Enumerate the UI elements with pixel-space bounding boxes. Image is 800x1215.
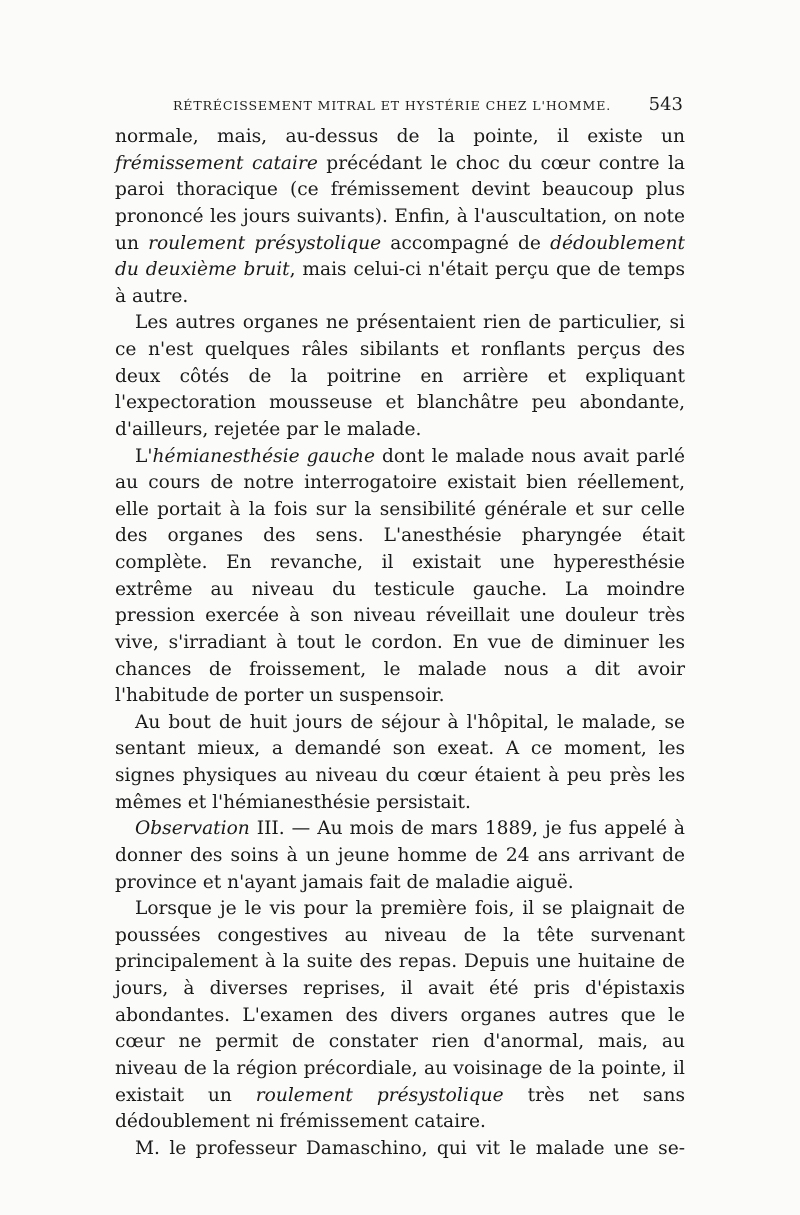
paragraph [115,710,685,817]
text-run: normale, mais, au-dessus de la pointe, il existe un [115,126,685,147]
paragraph [115,124,685,310]
page-header [115,96,685,120]
text-run: M. le professeur Damaschino, qui vit le malade une se- [135,1137,685,1159]
italic-text: hémianesthésie gauche [152,445,375,467]
text-run: III. — Au mois de mars 1889, je fus appelé à donner des soins à un jeune homme de 24 ans arrivant de province et n'ayant jamais fait de maladie aiguë. [115,818,685,893]
paragraph [115,816,685,896]
italic-text: roulement présystolique [148,232,382,254]
text-run: accompagné de [381,232,551,254]
text-run: , mais celui-ci n'était perçu que de temps à autre. [115,259,685,307]
italic-text: dédoublement du deuxième bruit [115,232,685,281]
paragraph [115,896,685,1136]
text-run: précédant le choc du cœur contre la paroi thoracique (ce frémissement devint beaucoup plus prononcé les jours suivants). Enfin, à l'auscultation, on note un [115,152,685,254]
page-number: 543 [648,94,683,115]
text-run: Les autres organes ne présentaient rien de particulier, si ce n'est quelques râles sibilants et ronflants perçus des deux côtés de la poitrine en arrière et expliquant l'expectoration mousseuse et blanchâtre peu abondante, d'ailleurs, rejetée par le malade. [115,312,685,440]
text-run: très net sans dédoublement ni frémissement cataire. [115,1084,685,1133]
text-run: Au bout de huit jours de séjour à l'hôpital, le malade, se sentant mieux, a demandé son exeat. A ce moment, les signes physiques au niveau du cœur étaient à peu près les mêmes et l'hémianesthésie persistait. [115,711,685,813]
text-run: Lorsque je le vis pour la première fois, il se plaignait de poussées congestives au niveau de la tête survenant principalement à la suite des repas. Depuis une huitaine de jours, à diverses reprises, il avait été pris d'épistaxis abondantes. L'examen des divers organes autres que le cœur ne permit de constater rien d'anormal, mais, au niveau de la région précordiale, au voisinage de la pointe, il existait un [115,898,685,1106]
paragraph [115,310,685,443]
italic-text: frémissement cataire [115,152,318,174]
paragraph [115,444,685,710]
italic-text: roulement présystolique [255,1084,504,1106]
running-title: RÉTRÉCISSEMENT MITRAL ET HYSTÉRIE CHEZ L'HOMME. [173,98,612,113]
body-text [115,124,685,1162]
paragraph [115,1136,685,1163]
text-run: L' [135,445,153,467]
italic-text: Observation [135,818,250,840]
text-run: dont le malade nous avait parlé au cours de notre interrogatoire existait bien réellement, elle portait à la fois sur la sensibilité générale et sur celle des organes des sens. L'anesthésie pharyngée était complète. En revanche, il existait une hyperesthésie extrême au niveau du testicule gauche. La moindre pression exercée à son niveau réveillait une douleur très vive, s'irradiant à tout le cordon. En vue de diminuer les chances de froissement, le malade nous a dit avoir l'habitude de porter un suspensoir. [115,445,685,707]
